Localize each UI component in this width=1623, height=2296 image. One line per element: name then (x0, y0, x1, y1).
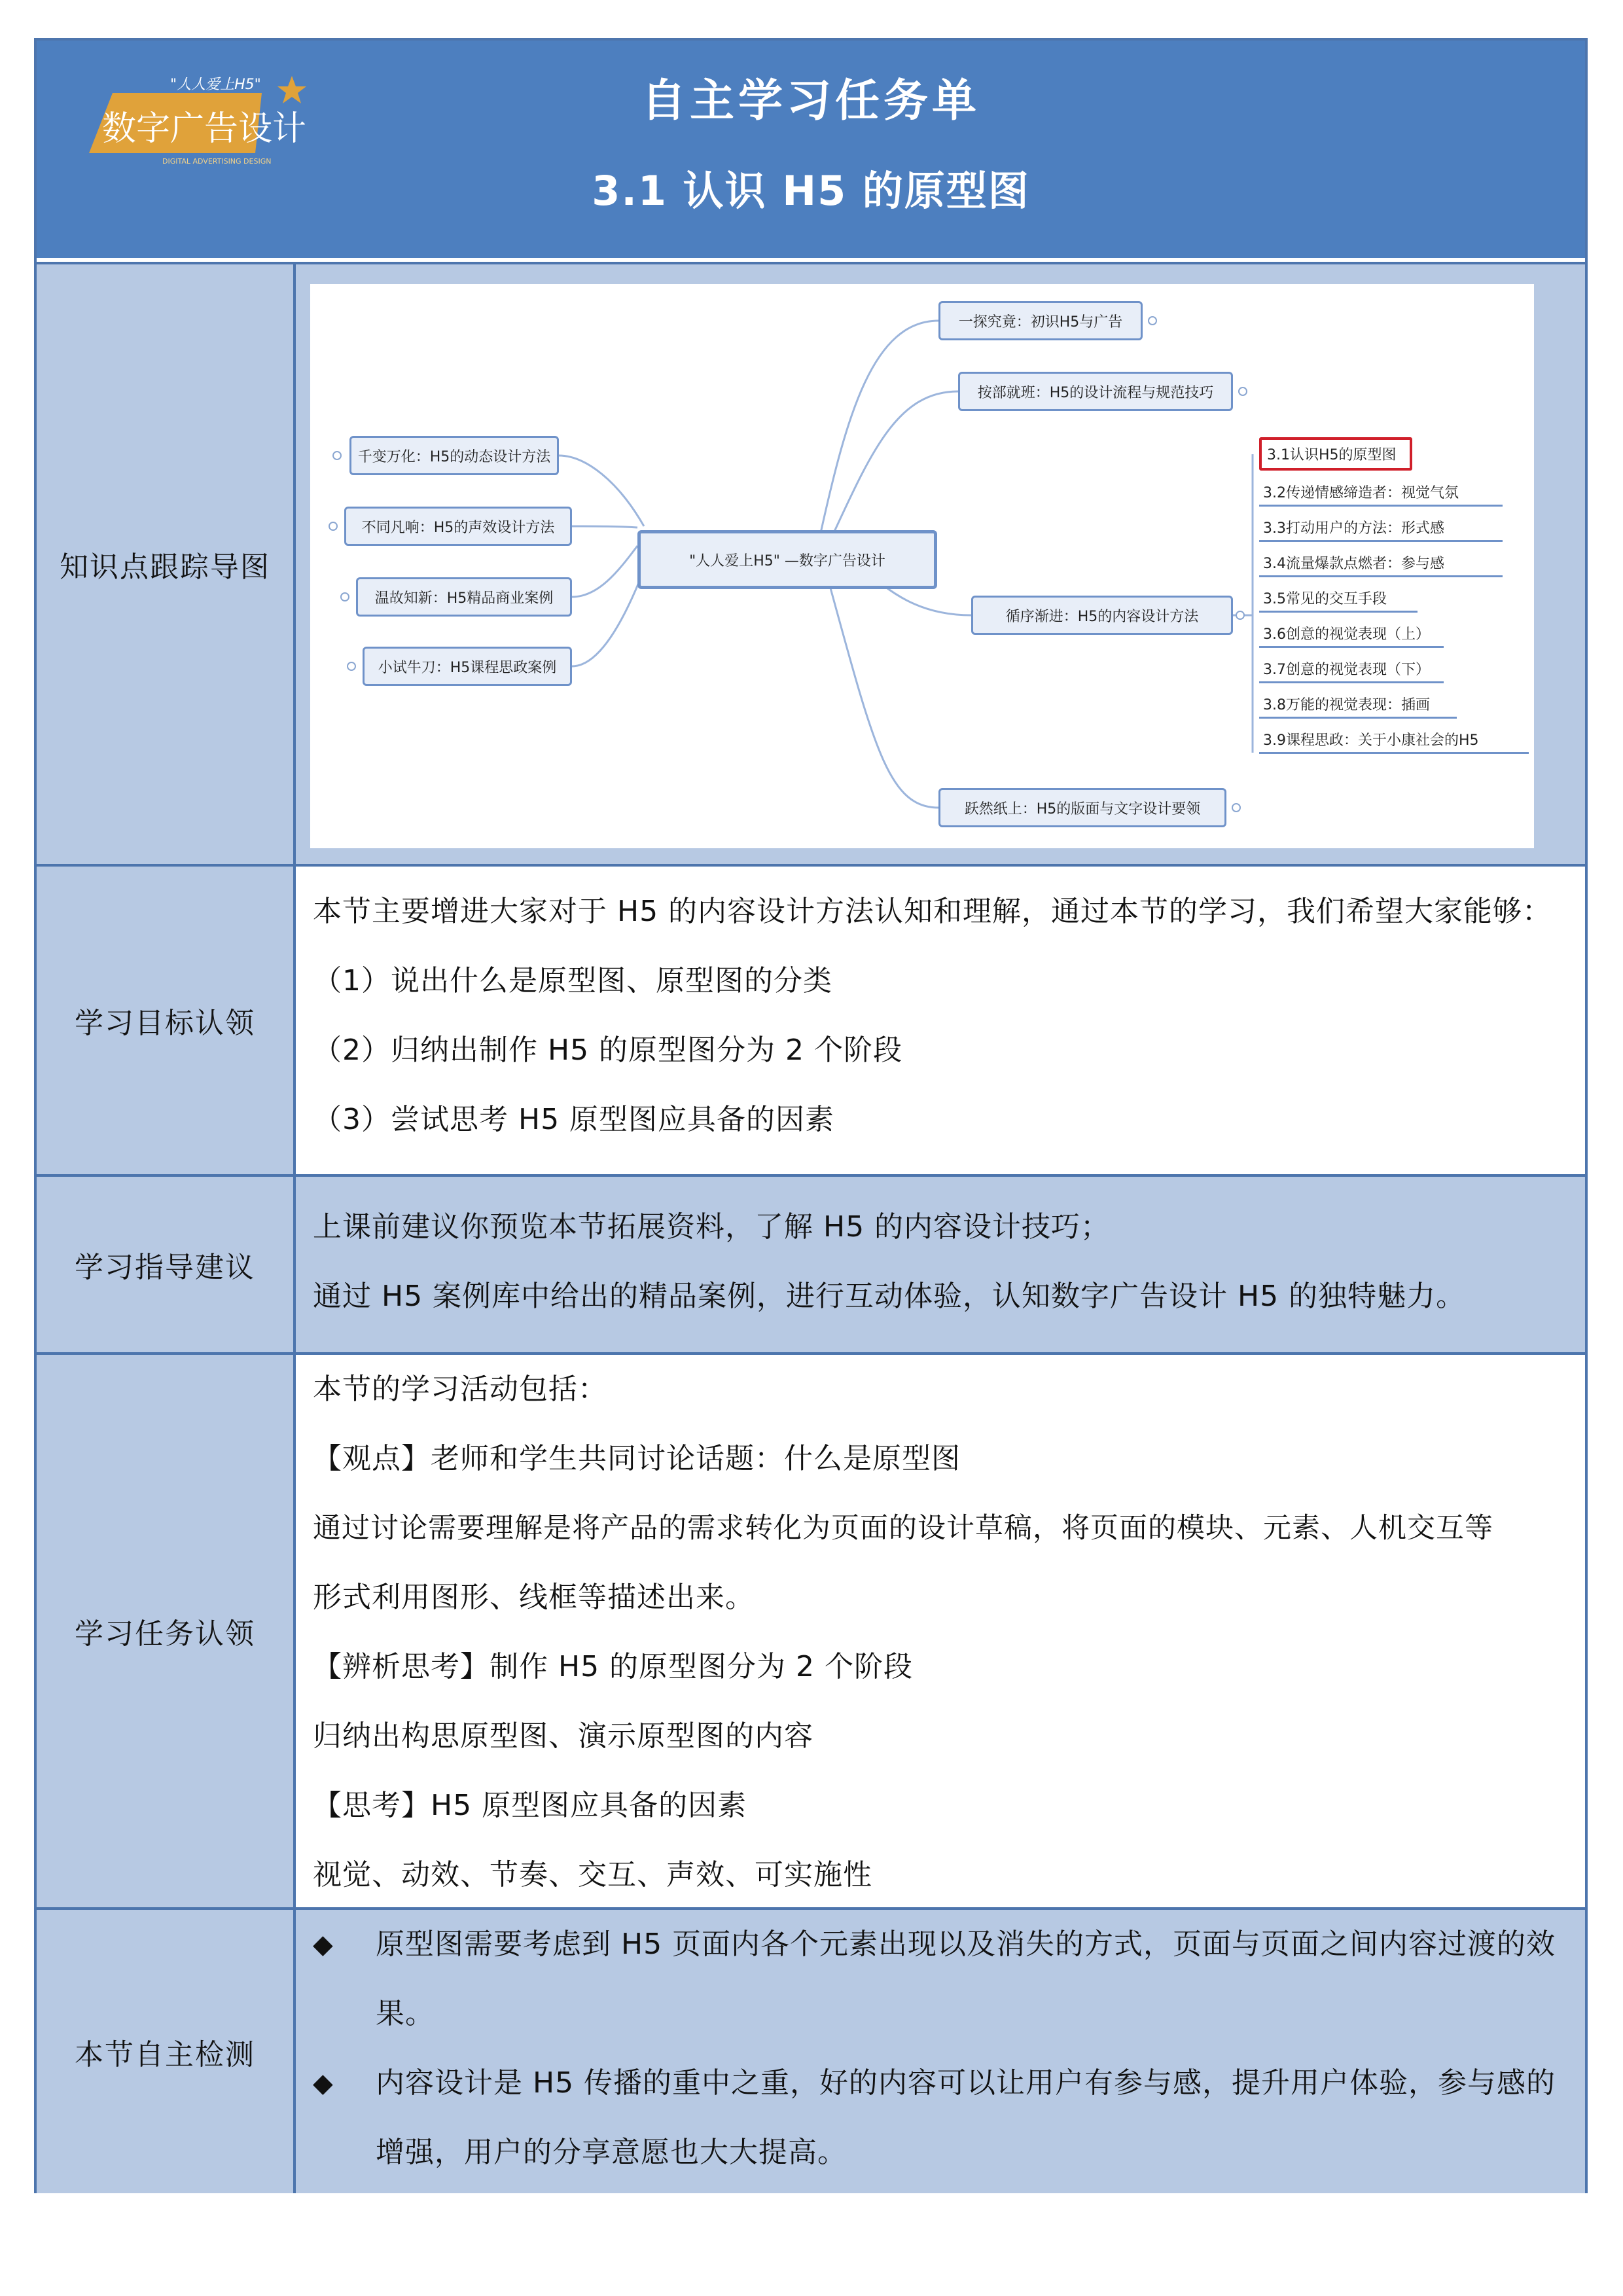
task-line: 【辨析思考】制作 H5 的原型图分为 2 个阶段 (313, 1650, 914, 1683)
mindmap-left-branch: 不同凡响：H5的声效设计方法 (344, 507, 572, 546)
mindmap-sub-item: 3.2传递情感缔造者：视觉气氛 (1259, 482, 1503, 507)
logo-english: DIGITAL ADVERTISING DESIGN (162, 157, 272, 165)
mindmap-right-branch: 按部就班：H5的设计流程与规范技巧 (958, 372, 1233, 411)
collapse-toggle-icon (340, 592, 349, 601)
mindmap-left-branch: 温故知新：H5精品商业案例 (356, 577, 572, 617)
connector-branch-sub (1233, 454, 1253, 753)
row-label: 学习任务认领 (37, 1355, 296, 1907)
collapse-toggle-icon (329, 522, 338, 531)
goal-intro: 本节主要增进大家对于 H5 的内容设计方法认知和理解，通过本节的学习，我们希望大家能够： (313, 895, 1552, 928)
row-check (37, 1907, 1585, 2193)
connector-right-1 (821, 321, 938, 533)
goals-content (296, 867, 1585, 1174)
collapse-toggle-icon (1232, 803, 1241, 812)
row-mindmap (37, 262, 1585, 864)
connector-left-3 (572, 546, 637, 597)
row-label: 知识点跟踪导图 (37, 264, 296, 864)
connector-left-2 (572, 526, 637, 528)
mindmap-sub-item: 3.3打动用户的方法：形式感 (1259, 517, 1503, 542)
check-content (296, 1910, 1585, 2193)
tasks-content (296, 1355, 1585, 1907)
page-subtitle: 3.1 认识 H5 的原型图 (592, 167, 1030, 215)
task-line: 【观点】老师和学生共同讨论话题：什么是原型图 (313, 1442, 961, 1475)
collapse-toggle-icon (1238, 387, 1247, 396)
connector-right-4 (821, 552, 938, 808)
diamond-bullet-icon: ◆ (313, 1929, 334, 1960)
task-line: 通过讨论需要理解是将产品的需求转化为页面的设计草稿，将页面的模块、元素、人机交互等 (313, 1512, 1493, 1545)
mindmap-right-branch: 循序渐进：H5的内容设计方法 (971, 596, 1233, 635)
row-goals (37, 864, 1585, 1174)
header-banner (37, 41, 1585, 262)
row-label: 本节自主检测 (37, 1910, 296, 2193)
row-tasks (37, 1352, 1585, 1907)
collapse-toggle-icon (347, 662, 356, 671)
check-bullet (313, 1910, 1568, 2049)
collapse-toggle-icon (332, 451, 342, 460)
logo-name: 数字广告设计 (102, 109, 306, 149)
collapse-toggle-icon (1148, 316, 1157, 325)
guidance-line: 通过 H5 案例库中给出的精品案例，进行互动体验，认知数字广告设计 H5 的独特魅力。 (313, 1280, 1466, 1313)
mindmap-sub-item: 3.7创意的视觉表现（下） (1259, 658, 1444, 683)
mindmap-sub-item: 3.9课程思政：关于小康社会的H5 (1259, 729, 1529, 754)
check-bullet (313, 2049, 1568, 2187)
collapse-toggle-icon (1236, 611, 1245, 620)
task-sheet (34, 38, 1588, 2193)
mindmap-sub-item: 3.5常见的交互手段 (1259, 588, 1418, 613)
goal-item: （3）尝试思考 H5 原型图应具备的因素 (313, 1103, 835, 1136)
mindmap-left-branch: 千变万化：H5的动态设计方法 (349, 436, 559, 475)
row-label: 学习指导建议 (37, 1177, 296, 1352)
logo-tagline: "人人爱上H5" (170, 77, 261, 93)
task-line: 视觉、动效、节奏、交互、声效、可实施性 (313, 1858, 872, 1892)
page-title: 自主学习任务单 (641, 75, 980, 127)
task-line: 形式利用图形、线框等描述出来。 (313, 1581, 755, 1614)
mindmap-sub-item-highlighted: 3.1认识H5的原型图 (1259, 437, 1412, 471)
mindmap-right-branch: 一探究竟：初识H5与广告 (938, 301, 1143, 340)
mindmap-sub-item: 3.4流量爆款点燃者：参与感 (1259, 552, 1503, 577)
check-bullet-text: 内容设计是 H5 传播的重中之重，好的内容可以让用户有参与感，提升用户体验，参与感的增强，用户的分享意愿也大大提高。 (376, 2066, 1556, 2169)
goal-item: （2）归纳出制作 H5 的原型图分为 2 个阶段 (313, 1033, 903, 1067)
goal-item: （1）说出什么是原型图、原型图的分类 (313, 964, 832, 997)
mindmap-sub-item: 3.6创意的视觉表现（上） (1259, 623, 1444, 648)
mindmap-center-node: "人人爱上H5" —数字广告设计 (637, 530, 937, 589)
mindmap-image (310, 284, 1534, 848)
row-label: 学习目标认领 (37, 867, 296, 1174)
mindmap-right-branch: 跃然纸上：H5的版面与文字设计要领 (938, 788, 1226, 827)
guidance-line: 上课前建议你预览本节拓展资料，了解 H5 的内容设计技巧； (313, 1210, 1111, 1244)
guidance-content (296, 1177, 1585, 1352)
task-line: 【思考】H5 原型图应具备的因素 (313, 1789, 747, 1822)
diamond-bullet-icon: ◆ (313, 2068, 334, 2098)
task-line: 归纳出构思原型图、演示原型图的内容 (313, 1719, 813, 1753)
mindmap-left-branch: 小试牛刀：H5课程思政案例 (363, 647, 572, 686)
row-guidance (37, 1174, 1585, 1352)
mindmap-sub-item: 3.8万能的视觉表现：插画 (1259, 694, 1457, 719)
check-bullet-text: 原型图需要考虑到 H5 页面内各个元素出现以及消失的方式，页面与页面之间内容过渡的效果。 (376, 1928, 1556, 2030)
task-line: 本节的学习活动包括： (313, 1372, 607, 1406)
